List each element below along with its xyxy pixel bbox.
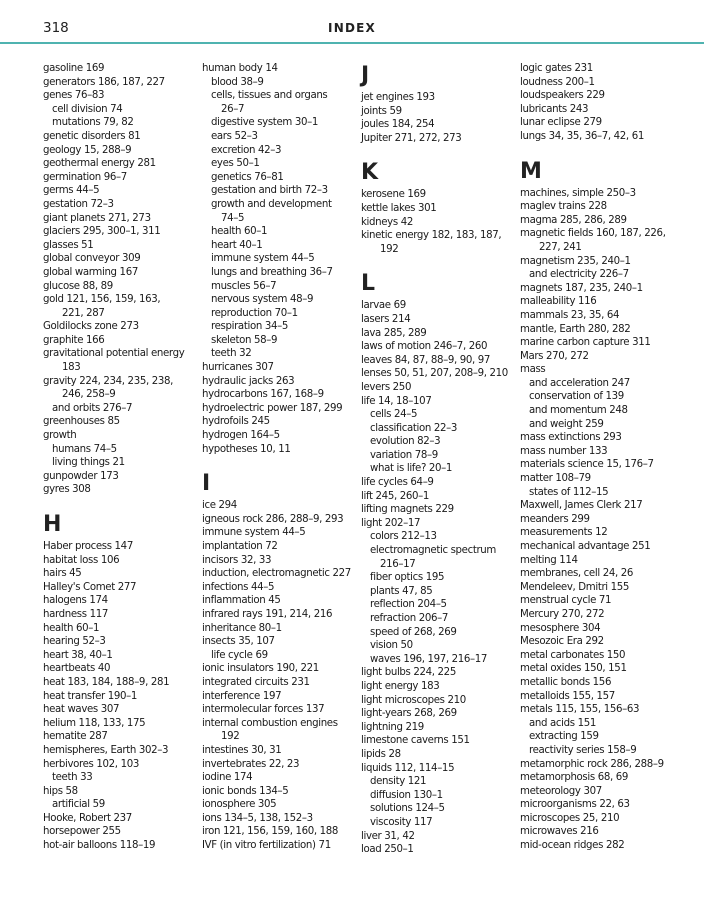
- index-subentry: reactivity series 158–9: [529, 744, 637, 756]
- index-entry: glasses 51: [43, 239, 94, 251]
- index-entry: mesosphere 304: [520, 622, 601, 634]
- index-entry: germs 44–5: [43, 185, 100, 197]
- index-entry: Halley's Comet 277: [43, 581, 137, 593]
- index-entry: metallic bonds 156: [520, 676, 612, 688]
- index-entry: liver 31, 42: [361, 830, 415, 842]
- index-entry: kerosene 169: [361, 189, 426, 201]
- index-entry: invertebrates 22, 23: [202, 758, 300, 770]
- index-entry-continuation: 74–5: [221, 212, 245, 224]
- index-entry: immune system 44–5: [202, 527, 306, 539]
- index-subentry: and momentum 248: [529, 405, 628, 417]
- index-entry: lipids 28: [361, 748, 401, 760]
- index-entry: lightning 219: [361, 721, 424, 733]
- index-entry: hardness 117: [43, 608, 108, 620]
- index-column-4: [520, 62, 678, 853]
- index-entry: iron 121, 156, 159, 160, 188: [202, 826, 339, 838]
- index-subentry: teeth 33: [52, 772, 93, 784]
- index-entry: metal oxides 150, 151: [520, 663, 627, 675]
- index-subentry: viscosity 117: [370, 816, 433, 828]
- index-entry: magma 285, 286, 289: [520, 214, 627, 226]
- index-subentry: living things 21: [52, 457, 125, 469]
- index-entry: gold 121, 156, 159, 163,: [43, 294, 161, 306]
- index-entry: leaves 84, 87, 88–9, 90, 97: [361, 354, 491, 366]
- index-subentry: gestation and birth 72–3: [211, 185, 328, 197]
- index-entry: hypotheses 10, 11: [202, 443, 291, 455]
- index-entry: induction, electromagnetic 227: [202, 568, 351, 580]
- index-subentry: digestive system 30–1: [211, 117, 318, 129]
- index-column-1: [43, 62, 201, 853]
- index-subentry: and orbits 276–7: [52, 402, 133, 414]
- index-entry: Mendeleev, Dmitri 155: [520, 581, 630, 593]
- index-entry: growth: [43, 430, 77, 442]
- index-subentry: variation 78–9: [370, 449, 438, 461]
- index-entry: hydraulic jacks 263: [202, 375, 295, 387]
- index-entry: metalloids 155, 157: [520, 690, 615, 702]
- index-subentry: and weight 259: [529, 418, 604, 430]
- index-entry: light energy 183: [361, 680, 440, 692]
- index-entry: gunpowder 173: [43, 470, 119, 482]
- index-entry: human body 14: [202, 63, 278, 74]
- index-entry: mid-ocean ridges 282: [520, 840, 625, 852]
- index-entry: generators 186, 187, 227: [43, 76, 165, 88]
- index-entry: inflammation 45: [202, 595, 281, 607]
- page-header: [0, 0, 704, 45]
- index-subentry: respiration 34–5: [211, 321, 288, 333]
- index-entry: IVF (in vitro fertilization) 71: [202, 840, 331, 852]
- index-entry: maglev trains 228: [520, 201, 607, 213]
- index-entry: heat transfer 190–1: [43, 690, 138, 702]
- index-entry: load 250–1: [361, 844, 414, 856]
- index-subentry: what is life? 20–1: [370, 463, 453, 475]
- index-entry: genetic disorders 81: [43, 130, 141, 142]
- index-entry: malleability 116: [520, 296, 597, 308]
- index-entry: habitat loss 106: [43, 554, 120, 566]
- index-entry: Mars 270, 272: [520, 350, 589, 362]
- index-subentry: cells, tissues and organs: [211, 90, 328, 102]
- index-entry: graphite 166: [43, 334, 105, 346]
- index-subentry: and electricity 226–7: [529, 269, 629, 281]
- index-entry: larvae 69: [361, 300, 406, 312]
- index-subentry: immune system 44–5: [211, 253, 315, 265]
- index-entry: loudness 200–1: [520, 76, 595, 88]
- index-entry: insects 35, 107: [202, 636, 275, 648]
- index-subentry: density 121: [370, 776, 427, 788]
- index-column-2: [202, 62, 360, 853]
- index-subentry: classification 22–3: [370, 422, 458, 434]
- index-entry: lubricants 243: [520, 103, 589, 115]
- index-entry: hearing 52–3: [43, 636, 106, 648]
- index-entry: metal carbonates 150: [520, 649, 626, 661]
- index-subentry: eyes 50–1: [211, 158, 260, 170]
- index-entry: gasoline 169: [43, 63, 105, 74]
- index-entry: geothermal energy 281: [43, 158, 156, 170]
- index-entry: lungs 34, 35, 36–7, 42, 61: [520, 130, 644, 142]
- index-entry: heartbeats 40: [43, 663, 111, 675]
- index-entry: infrared rays 191, 214, 216: [202, 608, 333, 620]
- index-entry: jet engines 193: [361, 92, 435, 103]
- index-subentry: reflection 204–5: [370, 599, 447, 611]
- index-entry: heat 183, 184, 188–9, 281: [43, 676, 170, 688]
- index-entry: kidneys 42: [361, 216, 413, 228]
- index-subentry: reproduction 70–1: [211, 307, 298, 319]
- index-entry-continuation: 227, 241: [539, 241, 582, 253]
- index-subentry: states of 112–15: [529, 486, 609, 498]
- index-subentry: health 60–1: [211, 226, 268, 238]
- index-entry: ions 134–5, 138, 152–3: [202, 812, 313, 824]
- index-entry: mantle, Earth 280, 282: [520, 323, 631, 335]
- index-entry: Haber process 147: [43, 541, 133, 552]
- index-subentry: mutations 79, 82: [52, 117, 134, 129]
- index-subentry: growth and development: [211, 198, 332, 210]
- index-entry: herbivores 102, 103: [43, 758, 139, 770]
- index-entry: lasers 214: [361, 313, 411, 325]
- index-entry: germination 96–7: [43, 171, 127, 183]
- section-letter: M: [520, 158, 542, 184]
- index-entry: integrated circuits 231: [202, 676, 310, 688]
- index-entry: magnets 187, 235, 240–1: [520, 282, 643, 294]
- section-letter: L: [361, 271, 376, 297]
- index-entry: limestone caverns 151: [361, 735, 470, 747]
- index-entry: hurricanes 307: [202, 362, 274, 374]
- index-subentry: evolution 82–3: [370, 436, 441, 448]
- index-entry: heart 38, 40–1: [43, 649, 113, 661]
- index-entry: internal combustion engines: [202, 717, 338, 729]
- index-entry: heat waves 307: [43, 704, 120, 716]
- index-entry: magnetic fields 160, 187, 226,: [520, 228, 666, 240]
- section-letter: I: [202, 471, 211, 497]
- index-entry-continuation: 221, 287: [62, 307, 105, 319]
- index-entry: lifting magnets 229: [361, 504, 454, 516]
- index-entry: measurements 12: [520, 527, 608, 539]
- index-entry: lunar eclipse 279: [520, 117, 602, 129]
- index-entry: Maxwell, James Clerk 217: [520, 500, 643, 512]
- index-entry: joules 184, 254: [361, 119, 435, 131]
- index-entry: microorganisms 22, 63: [520, 799, 630, 811]
- index-entry: glucose 88, 89: [43, 280, 113, 292]
- section-letter: K: [361, 160, 379, 186]
- index-subentry: lungs and breathing 36–7: [211, 266, 333, 278]
- index-entry: menstrual cycle 71: [520, 595, 612, 607]
- index-entry: matter 108–79: [520, 473, 591, 485]
- index-entry: gravitational potential energy: [43, 348, 185, 360]
- index-entry: kettle lakes 301: [361, 202, 437, 214]
- index-subentry: nervous system 48–9: [211, 294, 314, 306]
- index-entry: hydroelectric power 187, 299: [202, 402, 343, 414]
- index-entry: light bulbs 224, 225: [361, 667, 456, 679]
- index-entry-continuation: 216–17: [380, 558, 416, 570]
- index-entry: intestines 30, 31: [202, 744, 282, 756]
- index-entry: mass: [520, 364, 546, 376]
- page-number: 318: [43, 20, 69, 36]
- index-entry: membranes, cell 24, 26: [520, 568, 633, 580]
- index-entry: glaciers 295, 300–1, 311: [43, 226, 161, 238]
- index-entry: Mesozoic Era 292: [520, 636, 604, 648]
- index-entry: life cycles 64–9: [361, 477, 434, 489]
- index-entry: lenses 50, 51, 207, 208–9, 210: [361, 368, 508, 380]
- index-entry: mass extinctions 293: [520, 432, 622, 444]
- index-entry: microscopes 25, 210: [520, 812, 620, 824]
- index-entry: Goldilocks zone 273: [43, 321, 139, 333]
- index-entry: gravity 224, 234, 235, 238,: [43, 375, 174, 387]
- index-column-3: [361, 62, 519, 857]
- header-divider: [0, 42, 704, 44]
- index-entry: Hooke, Robert 237: [43, 812, 132, 824]
- index-subentry: blood 38–9: [211, 76, 264, 88]
- index-subentry: teeth 32: [211, 348, 252, 360]
- index-entry: logic gates 231: [520, 63, 593, 74]
- index-entry: light 202–17: [361, 517, 421, 529]
- index-entry: hydrocarbons 167, 168–9: [202, 389, 324, 401]
- index-entry: microwaves 216: [520, 826, 599, 838]
- section-letter: H: [43, 512, 62, 537]
- index-entry: hydrogen 164–5: [202, 430, 280, 442]
- index-entry: infections 44–5: [202, 581, 275, 593]
- index-subentry: artificial 59: [52, 799, 105, 811]
- index-entry: kinetic energy 182, 183, 187,: [361, 230, 502, 242]
- index-subentry: ears 52–3: [211, 130, 258, 142]
- index-entry: hydrofoils 245: [202, 416, 270, 428]
- index-entry: materials science 15, 176–7: [520, 459, 654, 471]
- index-entry: global warming 167: [43, 266, 138, 278]
- index-entry: geology 15, 288–9: [43, 144, 132, 156]
- index-entry: incisors 32, 33: [202, 554, 272, 566]
- index-subentry: colors 212–13: [370, 531, 437, 543]
- index-entry: ionic bonds 134–5: [202, 785, 289, 797]
- index-entry: levers 250: [361, 381, 412, 393]
- index-entry: inheritance 80–1: [202, 622, 282, 634]
- index-subentry: plants 47, 85: [370, 585, 433, 597]
- index-entry-continuation: 26–7: [221, 103, 245, 115]
- index-entry: hemispheres, Earth 302–3: [43, 744, 169, 756]
- index-entry: liquids 112, 114–15: [361, 762, 455, 774]
- index-subentry: solutions 124–5: [370, 803, 445, 815]
- index-entry: magnetism 235, 240–1: [520, 255, 631, 267]
- index-entry: gyres 308: [43, 484, 91, 496]
- index-entry: iodine 174: [202, 772, 253, 784]
- index-entry: ice 294: [202, 500, 237, 512]
- index-subentry: fiber optics 195: [370, 572, 445, 584]
- index-entry: loudspeakers 229: [520, 90, 605, 102]
- index-entry: global conveyor 309: [43, 253, 141, 265]
- index-entry: igneous rock 286, 288–9, 293: [202, 513, 344, 525]
- index-subentry: skeleton 58–9: [211, 334, 278, 346]
- index-entry: mammals 23, 35, 64: [520, 309, 620, 321]
- index-entry-continuation: 246, 258–9: [62, 389, 116, 401]
- index-entry: interference 197: [202, 690, 282, 702]
- index-entry: ionosphere 305: [202, 799, 277, 811]
- index-entry: ionic insulators 190, 221: [202, 663, 319, 675]
- index-subentry: muscles 56–7: [211, 280, 277, 292]
- index-entry: light microscopes 210: [361, 694, 466, 706]
- index-entry: health 60–1: [43, 622, 100, 634]
- index-entry: helium 118, 133, 175: [43, 717, 146, 729]
- index-entry: hot-air balloons 118–19: [43, 840, 156, 852]
- index-subentry: and acceleration 247: [529, 377, 630, 389]
- index-entry: implantation 72: [202, 541, 278, 552]
- index-subentry: excretion 42–3: [211, 144, 282, 156]
- index-entry-continuation: 192: [221, 731, 240, 743]
- index-subentry: diffusion 130–1: [370, 789, 443, 801]
- index-entry-continuation: 183: [62, 362, 81, 374]
- index-subentry: extracting 159: [529, 731, 599, 743]
- index-subentry: refraction 206–7: [370, 613, 449, 624]
- index-entry: greenhouses 85: [43, 416, 120, 428]
- index-entry: intermolecular forces 137: [202, 704, 325, 716]
- index-entry: metamorphosis 68, 69: [520, 772, 629, 784]
- section-letter: J: [361, 63, 370, 88]
- index-entry: light-years 268, 269: [361, 708, 457, 720]
- index-subentry: and acids 151: [529, 717, 596, 729]
- index-entry: Mercury 270, 272: [520, 608, 605, 620]
- index-entry: lava 285, 289: [361, 327, 427, 339]
- index-entry: life 14, 18–107: [361, 395, 432, 407]
- index-entry: mechanical advantage 251: [520, 541, 651, 552]
- index-subentry: conservation of 139: [529, 391, 624, 403]
- index-entry: joints 59: [361, 105, 402, 117]
- index-subentry: humans 74–5: [52, 443, 117, 455]
- page-title: INDEX: [328, 21, 376, 35]
- index-entry: genes 76–83: [43, 90, 105, 102]
- index-entry: melting 114: [520, 554, 578, 566]
- index-subentry: genetics 76–81: [211, 171, 284, 183]
- index-entry: halogens 174: [43, 595, 108, 607]
- index-subentry: cell division 74: [52, 103, 123, 115]
- index-entry: metamorphic rock 286, 288–9: [520, 758, 664, 770]
- index-entry: hematite 287: [43, 731, 108, 743]
- index-entry: meteorology 307: [520, 785, 602, 797]
- index-entry: lift 245, 260–1: [361, 490, 429, 502]
- index-entry: mass number 133: [520, 445, 608, 457]
- index-entry: hairs 45: [43, 568, 82, 580]
- index-entry: machines, simple 250–3: [520, 187, 636, 199]
- index-entry: meanders 299: [520, 513, 590, 525]
- index-entry: marine carbon capture 311: [520, 337, 651, 349]
- index-entry: gestation 72–3: [43, 198, 114, 210]
- index-subentry: life cycle 69: [211, 649, 268, 661]
- index-entry: giant planets 271, 273: [43, 212, 151, 224]
- index-entry: Jupiter 271, 272, 273: [361, 132, 462, 144]
- index-subentry: speed of 268, 269: [370, 626, 457, 638]
- index-entry: horsepower 255: [43, 826, 121, 838]
- index-subentry: heart 40–1: [211, 239, 263, 251]
- index-entry: hips 58: [43, 785, 78, 797]
- index-entry: laws of motion 246–7, 260: [361, 341, 488, 353]
- index-subentry: vision 50: [370, 640, 413, 652]
- index-subentry: waves 196, 197, 216–17: [370, 653, 488, 665]
- index-subentry: electromagnetic spectrum: [370, 545, 496, 557]
- index-entry-continuation: 192: [380, 243, 399, 255]
- index-entry: metals 115, 155, 156–63: [520, 704, 640, 716]
- index-subentry: cells 24–5: [370, 409, 418, 421]
